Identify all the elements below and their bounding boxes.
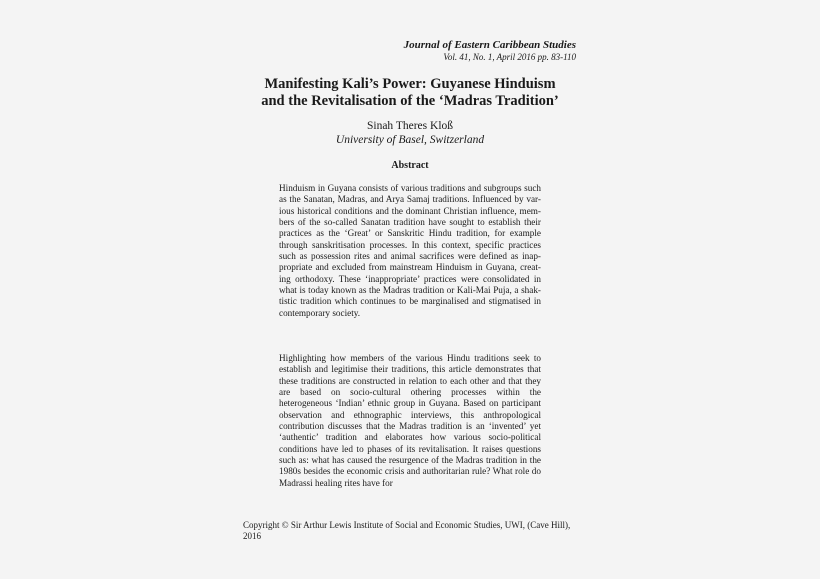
article-title	[230, 76, 590, 110]
copyright-notice: Copyright © Sir Arthur Lewis Institute of Social and Economic Studies, UWI, (Cave Hill), 2016	[243, 520, 571, 541]
volume-info: Vol. 41, No. 1, April 2016 pp. 83-110	[443, 52, 576, 62]
title-line-1: Manifesting Kali’s Power: Guyanese Hinduism	[264, 76, 556, 92]
abstract-heading: Abstract	[391, 160, 429, 171]
author-name: Sinah Theres Kloß	[366, 120, 454, 132]
journal-name: Journal of Eastern Caribbean Studies	[403, 39, 576, 51]
abstract-paragraph-2: Highlighting how members of the various Hindu traditions seek to establish and legitimise their traditions, this article demonstrates that these traditions are constructed in relation to each other and that they are based on socio-cultural othering processes within the heterogeneous ‘Indian’ ethnic group in Guyana. Based on participant observation and ethnographic interviews, this anthropological contribution discusses that the Madras tradition is an ‘invented’ yet ‘authentic’ tradition and elaborates how various socio-political conditions have led to phases of its revitalisation. It raises questions such as: what has caused the resurgence of the Madras tradition in the 1980s besides the economic crisis and authoritarian rule? What role do Madrassi healing rites have for	[279, 353, 541, 488]
author-affiliation: University of Basel, Switzerland	[335, 134, 485, 146]
abstract-paragraph-1: Hinduism in Guyana consists of various traditions and subgroups such as the Sanatan, Madras, and Arya Samaj traditions. Influenced by var-ious historical conditions and the dominant Christian influence, mem-bers of the so-called Sanatan tradition have sought to establish their practices as the ‘Great’ or Sanskritic Hindu tradition, for example through sanskritisation processes. In this context, specific practices such as possession rites and animal sacrifices were defined as inap-propriate and excluded from mainstream Hinduism in Guyana, creat-ing orthodoxy. These ‘inappropriate’ practices were consolidated in what is today known as the Madras tradition or Kali-Mai Puja, a shak-tistic tradition which continues to be marginalised and stigmatised in contemporary society.	[279, 183, 541, 318]
title-line-2: and the Revitalisation of the ‘Madras Tradition’	[261, 93, 559, 109]
